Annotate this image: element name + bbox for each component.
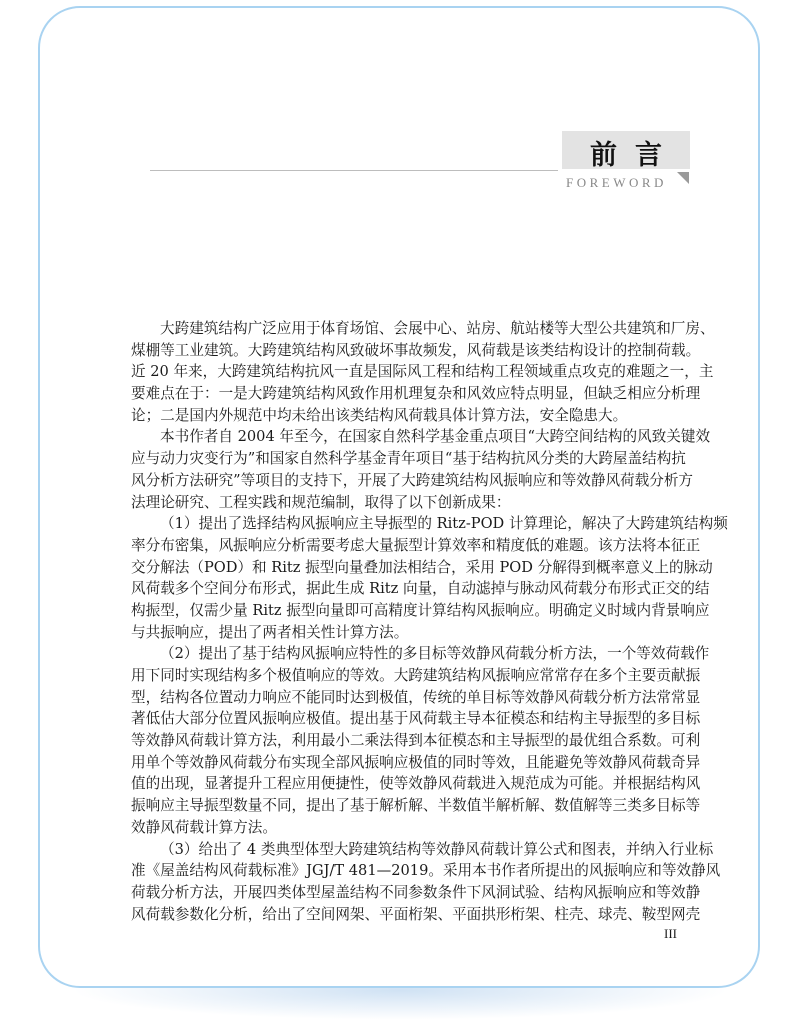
page-title: 前言 <box>590 140 680 171</box>
text-line: 与共振响应，提出了两者相关性计算方法。 <box>131 623 409 641</box>
paragraph <box>131 426 711 513</box>
text-line: 风荷载多个空间分布形式，据此生成 Ritz 向量，自动滤掉与脉动风荷载分布形式正交的结 <box>131 580 710 598</box>
text-line: （1）提出了选择结构风振响应主导振型的 Ritz-POD 计算理论，解决了大跨建筑结构频 <box>160 515 728 533</box>
text-line: 论；二是国内外规范中均未给出该类结构风荷载具体计算方法，安全隐患大。 <box>131 406 628 424</box>
text-line: 构振型，仅需少量 Ritz 振型向量即可高精度计算结构风振响应。明确定义时域内背景响应 <box>131 601 710 619</box>
header-divider <box>150 170 558 171</box>
paragraph <box>131 513 728 643</box>
text-line: 风分析方法研究”等项目的支持下，开展了大跨建筑结构风振响应和等效静风荷载分析方 <box>131 471 694 489</box>
corner-triangle-icon <box>677 172 689 184</box>
text-line: 应与动力灾变行为”和国家自然科学基金青年项目“基于结构抗风分类的大跨屋盖结构抗 <box>131 450 686 468</box>
text-line: 型，结构各位置动力响应不能同时达到极值，传统的单目标等效静风荷载分析方法常常显 <box>131 688 701 706</box>
text-line: 用下同时实现结构多个极值响应的等效。大跨建筑结构风振响应常常存在多个主要贡献振 <box>131 667 701 684</box>
text-line: 用单个等效静风荷载分布实现全部风振响应极值的同时等效，且能避免等效静风荷载奇异 <box>131 753 701 771</box>
text-line: （2）提出了基于结构风振响应特性的多目标等效静风荷载分析方法，一个等效荷载作 <box>160 645 710 663</box>
text-line: 要难点在于：一是大跨建筑结构风致作用机理复杂和风效应特点明显，但缺乏相应分析理 <box>131 385 701 403</box>
text-line: 振响应主导振型数量不同，提出了基于解析解、半数值半解析解、数值解等三类多目标等 <box>131 797 701 815</box>
text-line: 著低估大部分位置风振响应极值。提出基于风荷载主导本征模态和结构主导振型的多目标 <box>131 710 701 728</box>
text-line: （3）给出了 4 类典型体型大跨建筑结构等效静风荷载计算公式和图表，并纳入行业标 <box>160 840 714 858</box>
page-number: III <box>664 926 677 941</box>
text-line: 煤棚等工业建筑。大跨建筑结构风致破坏事故频发，风荷载是该类结构设计的控制荷载。 <box>131 341 701 359</box>
text-line: 近 20 年来，大跨建筑结构抗风一直是国际风工程和结构工程领域重点攻克的难题之一，主 <box>131 363 714 381</box>
text-line: 率分布密集，风振响应分析需要考虑大量振型计算效率和精度低的难题。该方法将本征正 <box>131 536 701 554</box>
text-line: 交分解法（POD）和 Ritz 振型向量叠加法相结合，采用 POD 分解得到概率意义上的脉动 <box>131 558 713 576</box>
paragraph <box>131 643 710 838</box>
text-line: 风荷载参数化分析，给出了空间网架、平面桁架、平面拱形桁架、柱壳、球壳、鞍型网壳 <box>131 905 701 923</box>
text-line: 大跨建筑结构广泛应用于体育场馆、会展中心、站房、航站楼等大型公共建筑和厂房、 <box>160 320 715 337</box>
paragraph <box>131 839 721 926</box>
title-box <box>562 131 690 169</box>
text-line: 本书作者自 2004 年至今，在国家自然科学基金重点项目“大跨空间结构的风致关键效 <box>160 428 711 446</box>
text-line: 等效静风荷载计算方法，利用最小二乘法得到本征模态和主导振型的最优组合系数。可利 <box>131 732 701 750</box>
paragraph <box>131 318 715 426</box>
body-text <box>131 318 728 925</box>
page-subtitle: FOREWORD <box>566 175 667 190</box>
text-line: 荷载分析方法，开展四类体型屋盖结构不同参数条件下风洞试验、结构风振响应和等效静 <box>131 883 701 901</box>
text-line: 效静风荷载计算方法。 <box>131 818 277 836</box>
text-line: 值的出现，显著提升工程应用便捷性，使等效静风荷载进入规范成为可能。并根据结构风 <box>131 775 701 793</box>
text-line: 准《屋盖结构风荷载标准》JGJ/T 481—2019。采用本书作者所提出的风振响应和等效静风 <box>131 862 721 880</box>
text-line: 法理论研究、工程实践和规范编制，取得了以下创新成果： <box>131 493 511 511</box>
